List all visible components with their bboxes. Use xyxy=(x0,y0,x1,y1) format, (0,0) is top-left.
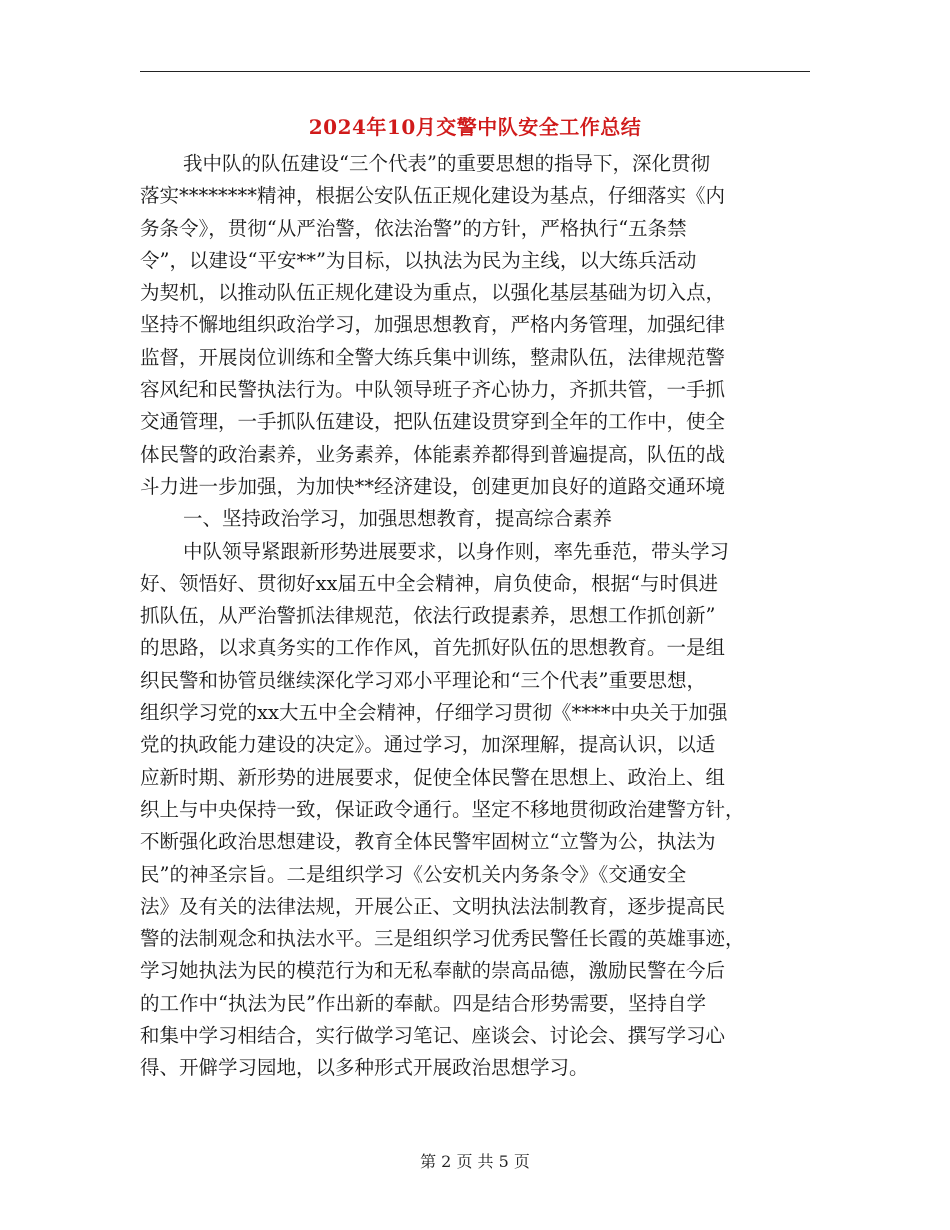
paragraph-line: 得、开僻学习园地，以多种形式开展政治思想学习。 xyxy=(140,1056,589,1080)
paragraph-line: 不断强化政治思想建设，教育全体民警牢固树立“立警为公，执法为 xyxy=(140,830,716,854)
paragraph-line: 交通管理，一手抓队伍建设，把队伍建设贯穿到全年的工作中，使全 xyxy=(140,410,726,434)
paragraph-line: 斗力进一步加强，为加快**经济建设，创建更加良好的道路交通环境 xyxy=(140,474,726,498)
header-rule xyxy=(140,71,810,72)
paragraph-line: 民”的神圣宗旨。二是组织学习《公安机关内务条令》《交通安全 xyxy=(140,862,687,886)
paragraph-line: 的工作中“执法为民”作出新的奉献。四是结合形势需要，坚持自学 xyxy=(140,991,706,1015)
paragraph-line: 为契机，以推动队伍正规化建设为重点，以强化基层基础为切入点， xyxy=(140,281,726,305)
paragraph-line: 应新时期、新形势的进展要求，促使全体民警在思想上、政治上、组 xyxy=(140,765,726,789)
document-title: 2024年10月交警中队安全工作总结 xyxy=(308,115,642,139)
paragraph-line: 抓队伍，从严治警抓法律规范，依法行政提素养，思想工作抓创新” xyxy=(140,604,716,628)
paragraph-line: 和集中学习相结合，实行做学习笔记、座谈会、讨论会、撰写学习心 xyxy=(140,1024,726,1048)
paragraph-line: 监督，开展岗位训练和全警大练兵集中训练，整肃队伍，法律规范警 xyxy=(140,345,726,369)
paragraph-line: 党的执政能力建设的决定》。通过学习，加深理解，提高认识，以适 xyxy=(140,733,716,757)
paragraph-line: 法》及有关的法律法规，开展公正、文明执法法制教育，逐步提高民 xyxy=(140,894,726,918)
page-number: 第 2 页 共 5 页 xyxy=(420,1152,530,1171)
paragraph-line: 中队领导紧跟新形势进展要求，以身作则，率先垂范，带头学习 xyxy=(183,539,730,563)
paragraph-line: 织上与中央保持一致，保证政令通行。坚定不移地贯彻政治建警方针， xyxy=(140,797,745,821)
paragraph-line: 坚持不懈地组织政治学习，加强思想教育，严格内务管理，加强纪律 xyxy=(140,313,726,337)
paragraph-line: 体民警的政治素养，业务素养，体能素养都得到普遍提高，队伍的战 xyxy=(140,442,726,466)
paragraph-line: 我中队的队伍建设“三个代表”的重要思想的指导下，深化贯彻 xyxy=(183,152,710,175)
paragraph-line: 学习她执法为民的模范行为和无私奉献的崇高品德，激励民警在今后 xyxy=(140,959,726,983)
paragraph-line: 织民警和协管员继续深化学习邓小平理论和“三个代表”重要思想， xyxy=(140,668,706,692)
paragraph-line: 组织学习党的xx大五中全会精神，仔细学习贯彻《****中央关于加强 xyxy=(140,701,728,725)
paragraph-line: 容风纪和民警执法行为。中队领导班子齐心协力，齐抓共管，一手抓 xyxy=(140,378,726,402)
paragraph-line: 警的法制观念和执法水平。三是组织学习优秀民警任长霞的英雄事迹， xyxy=(140,927,745,951)
paragraph-line: 务条令》，贯彻“从严治警，依法治警”的方针，严格执行“五条禁 xyxy=(140,216,687,240)
paragraph-line: 好、领悟好、贯彻好xx届五中全会精神，肩负使命，根据“与时俱进 xyxy=(140,571,718,595)
document-body xyxy=(140,148,810,1085)
paragraph-line: 落实********精神，根据公安队伍正规化建设为基点，仔细落实《内 xyxy=(140,184,726,208)
section-heading: 一、坚持政治学习，加强思想教育，提高综合素养 xyxy=(183,507,613,531)
paragraph-line: 的思路，以求真务实的工作作风，首先抓好队伍的思想教育。一是组 xyxy=(140,636,726,660)
paragraph-line: 令”，以建设“平安**”为目标，以执法为民为主线，以大练兵活动 xyxy=(140,248,697,272)
